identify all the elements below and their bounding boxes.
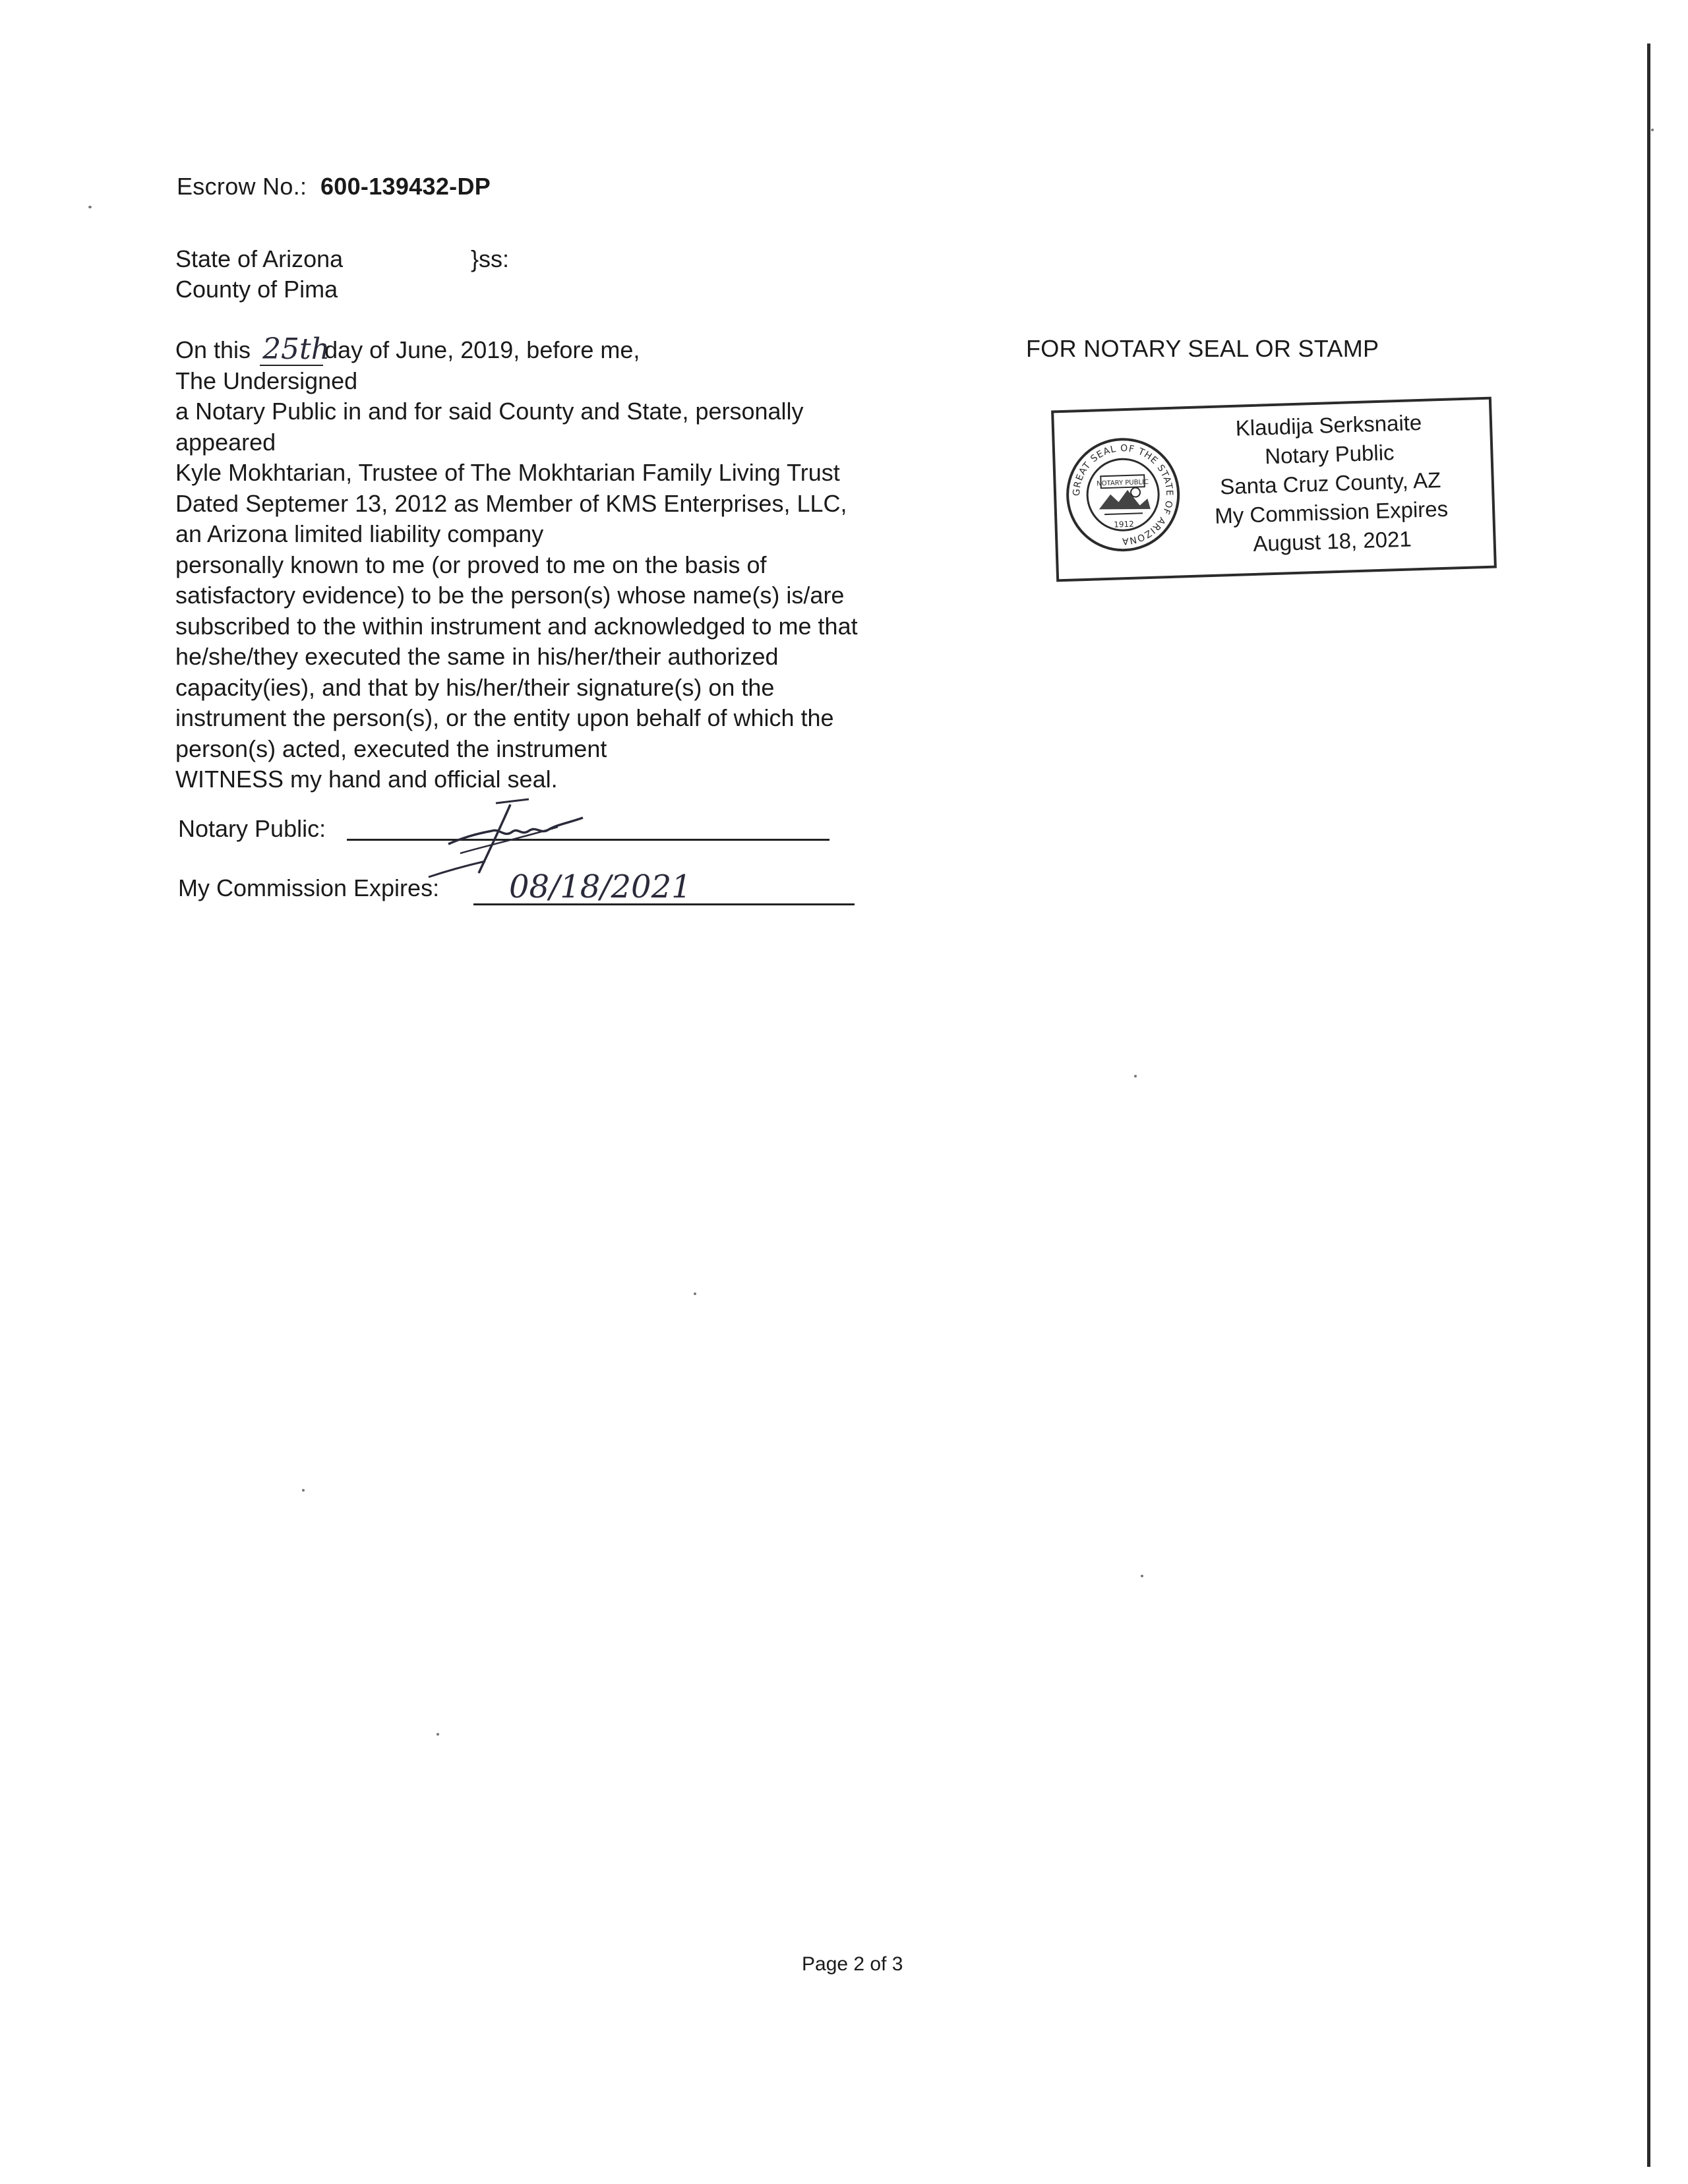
scan-speck: [88, 206, 92, 208]
acknowledgment-line: capacity(ies), and that by his/her/their signature(s) on the: [175, 673, 775, 701]
acknowledgment-line: The Undersigned: [175, 367, 358, 394]
acknowledgment-line: an Arizona limited liability company: [175, 520, 544, 547]
date-rest: day of June, 2019, before me,: [324, 336, 640, 363]
acknowledgment-line: WITNESS my hand and official seal.: [175, 766, 558, 793]
acknowledgment-line: satisfactory evidence) to be the person(s) whose name(s) is/are: [175, 582, 845, 609]
commission-date-handwritten: 08/18/2021: [509, 868, 692, 905]
scan-speck: [1134, 1075, 1137, 1077]
scan-speck: [302, 1489, 305, 1492]
scan-speck: [1141, 1575, 1143, 1577]
seal-ring-text: GREAT SEAL OF THE STATE OF ARIZONA: [1071, 443, 1175, 547]
acknowledgment-date-line: [175, 332, 960, 366]
stamp-title: Notary Public: [1264, 440, 1395, 469]
on-this-label: On this: [175, 336, 251, 363]
page-number: Page 2 of 3: [802, 1953, 903, 1975]
seal-area-heading: FOR NOTARY SEAL OR STAMP: [1026, 335, 1379, 362]
stamp-commission-date: August 18, 2021: [1252, 526, 1412, 557]
svg-text:GREAT SEAL OF THE STATE OF ARI: [1070, 442, 1176, 548]
acknowledgment-line: personally known to me (or proved to me on the basis of: [175, 551, 767, 578]
day-field: [260, 332, 330, 366]
stamp-notary-name: Klaudija Serksnaite: [1235, 410, 1422, 440]
page-edge-line: [1647, 44, 1650, 2167]
acknowledgment-line: person(s) acted, executed the instrument: [175, 735, 607, 762]
commission-expires-label: My Commission Expires:: [178, 874, 440, 901]
escrow-label: Escrow No.:: [177, 173, 307, 200]
acknowledgment-line: a Notary Public in and for said County and State, personally: [175, 398, 804, 425]
notary-signature-label: Notary Public:: [178, 815, 326, 842]
scan-speck: [437, 1733, 439, 1736]
venue-block: [175, 244, 510, 305]
venue-ss: }ss:: [471, 245, 510, 272]
scan-speck: [1651, 129, 1654, 131]
acknowledgment-line: subscribed to the within instrument and acknowledged to me that: [175, 612, 858, 640]
seal-year: 1912: [1114, 519, 1135, 530]
acknowledgment-line: Dated Septemer 13, 2012 as Member of KMS Enterprises, LLC,: [175, 489, 847, 517]
venue-state: State of Arizona: [175, 245, 344, 272]
venue-county: County of Pima: [175, 276, 338, 303]
acknowledgment-line: instrument the person(s), or the entity upon behalf of which the: [175, 704, 834, 731]
acknowledgment-line: appeared: [175, 428, 276, 456]
notary-stamp: [1051, 397, 1497, 582]
arizona-state-seal-icon: [1062, 434, 1184, 555]
escrow-number: [177, 173, 491, 200]
escrow-value: 600-139432-DP: [320, 173, 491, 200]
acknowledgment-line: Kyle Mokhtarian, Trustee of The Mokhtarian Family Living Trust: [175, 459, 840, 486]
stamp-county: Santa Cruz County, AZ: [1219, 468, 1441, 499]
seal-center-text: NOTARY PUBLIC: [1097, 478, 1149, 488]
scan-speck: [694, 1292, 696, 1295]
stamp-text: [1183, 406, 1478, 561]
acknowledgment-line: he/she/they executed the same in his/her/their authorized: [175, 643, 779, 670]
day-handwritten: 25th: [262, 332, 330, 366]
stamp-commission-label: My Commission Expires: [1214, 496, 1449, 528]
acknowledgment-text: [175, 332, 960, 795]
